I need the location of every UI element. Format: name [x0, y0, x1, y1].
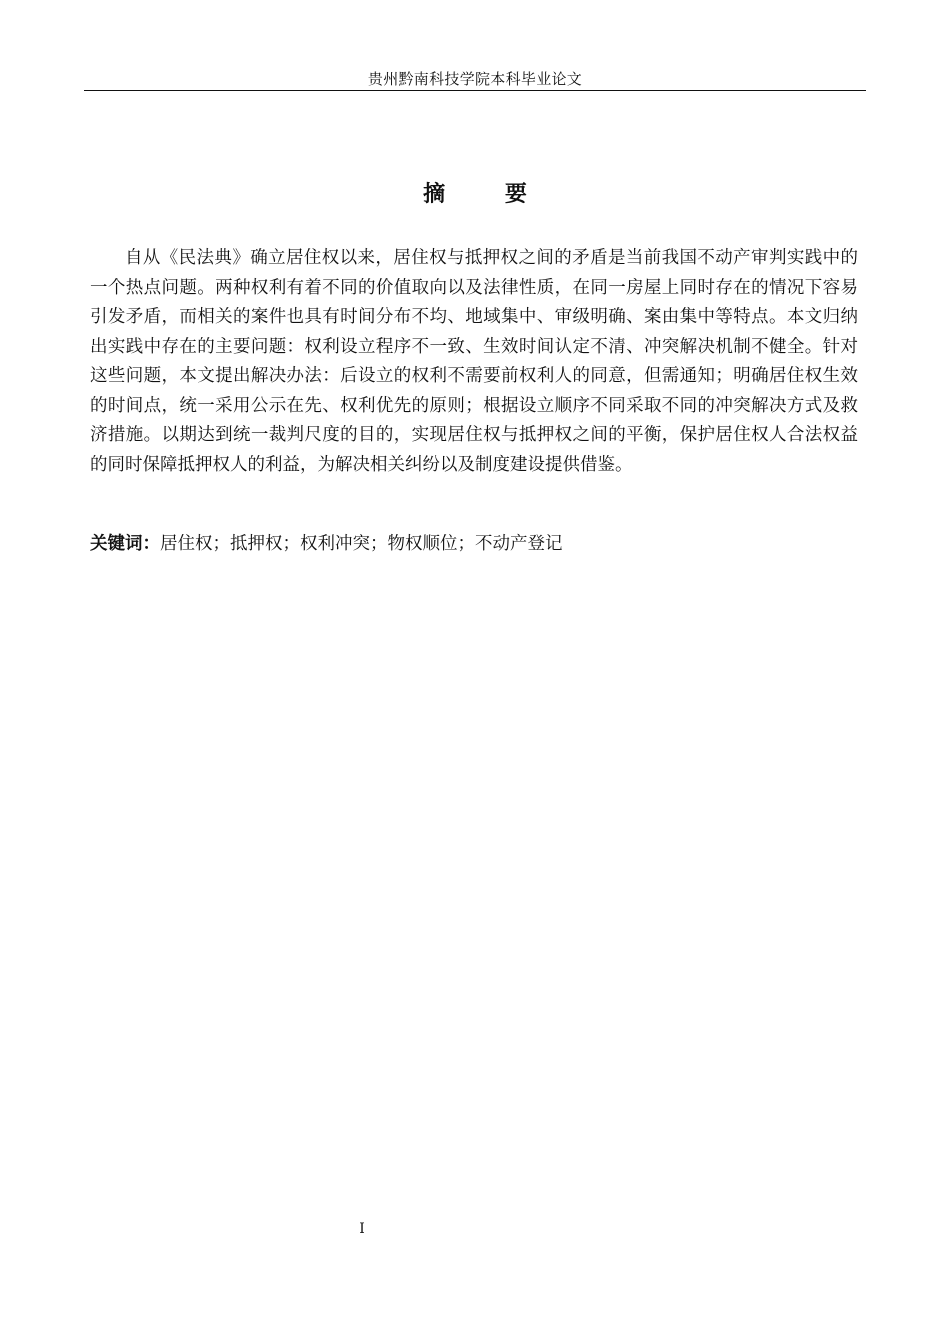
page-number: I	[359, 1221, 365, 1237]
running-header: 贵州黔南科技学院本科毕业论文	[367, 70, 583, 88]
keywords-list: 居住权；抵押权；权利冲突；物权顺位；不动产登记	[160, 534, 563, 554]
keywords-label: 关键词：	[90, 534, 160, 554]
abstract-title: 摘 要	[423, 182, 553, 207]
keywords-line	[90, 530, 858, 558]
abstract-body: 自从《民法典》确立居住权以来，居住权与抵押权之间的矛盾是当前我国不动产审判实践中的一个热点问题。两种权利有着不同的价值取向以及法律性质，在同一房屋上同时存在的情况下容易引发矛盾，而相关的案件也具有时间分布不均、地域集中、审级明确、案由集中等特点。本文归纳出实践中存在的主要问题：权利设立程序不一致、生效时间认定不清、冲突解决机制不健全。针对这些问题，本文提出解决办法：后设立的权利不需要前权利人的同意，但需通知；明确居住权生效的时间点，统一采用公示在先、权利优先的原则；根据设立顺序不同采取不同的冲突解决方式及救济措施。以期达到统一裁判尺度的目的，实现居住权与抵押权之间的平衡，保护居住权人合法权益的同时保障抵押权人的利益，为解决相关纠纷以及制度建设提供借鉴。	[90, 248, 858, 475]
header-rule	[84, 90, 866, 91]
